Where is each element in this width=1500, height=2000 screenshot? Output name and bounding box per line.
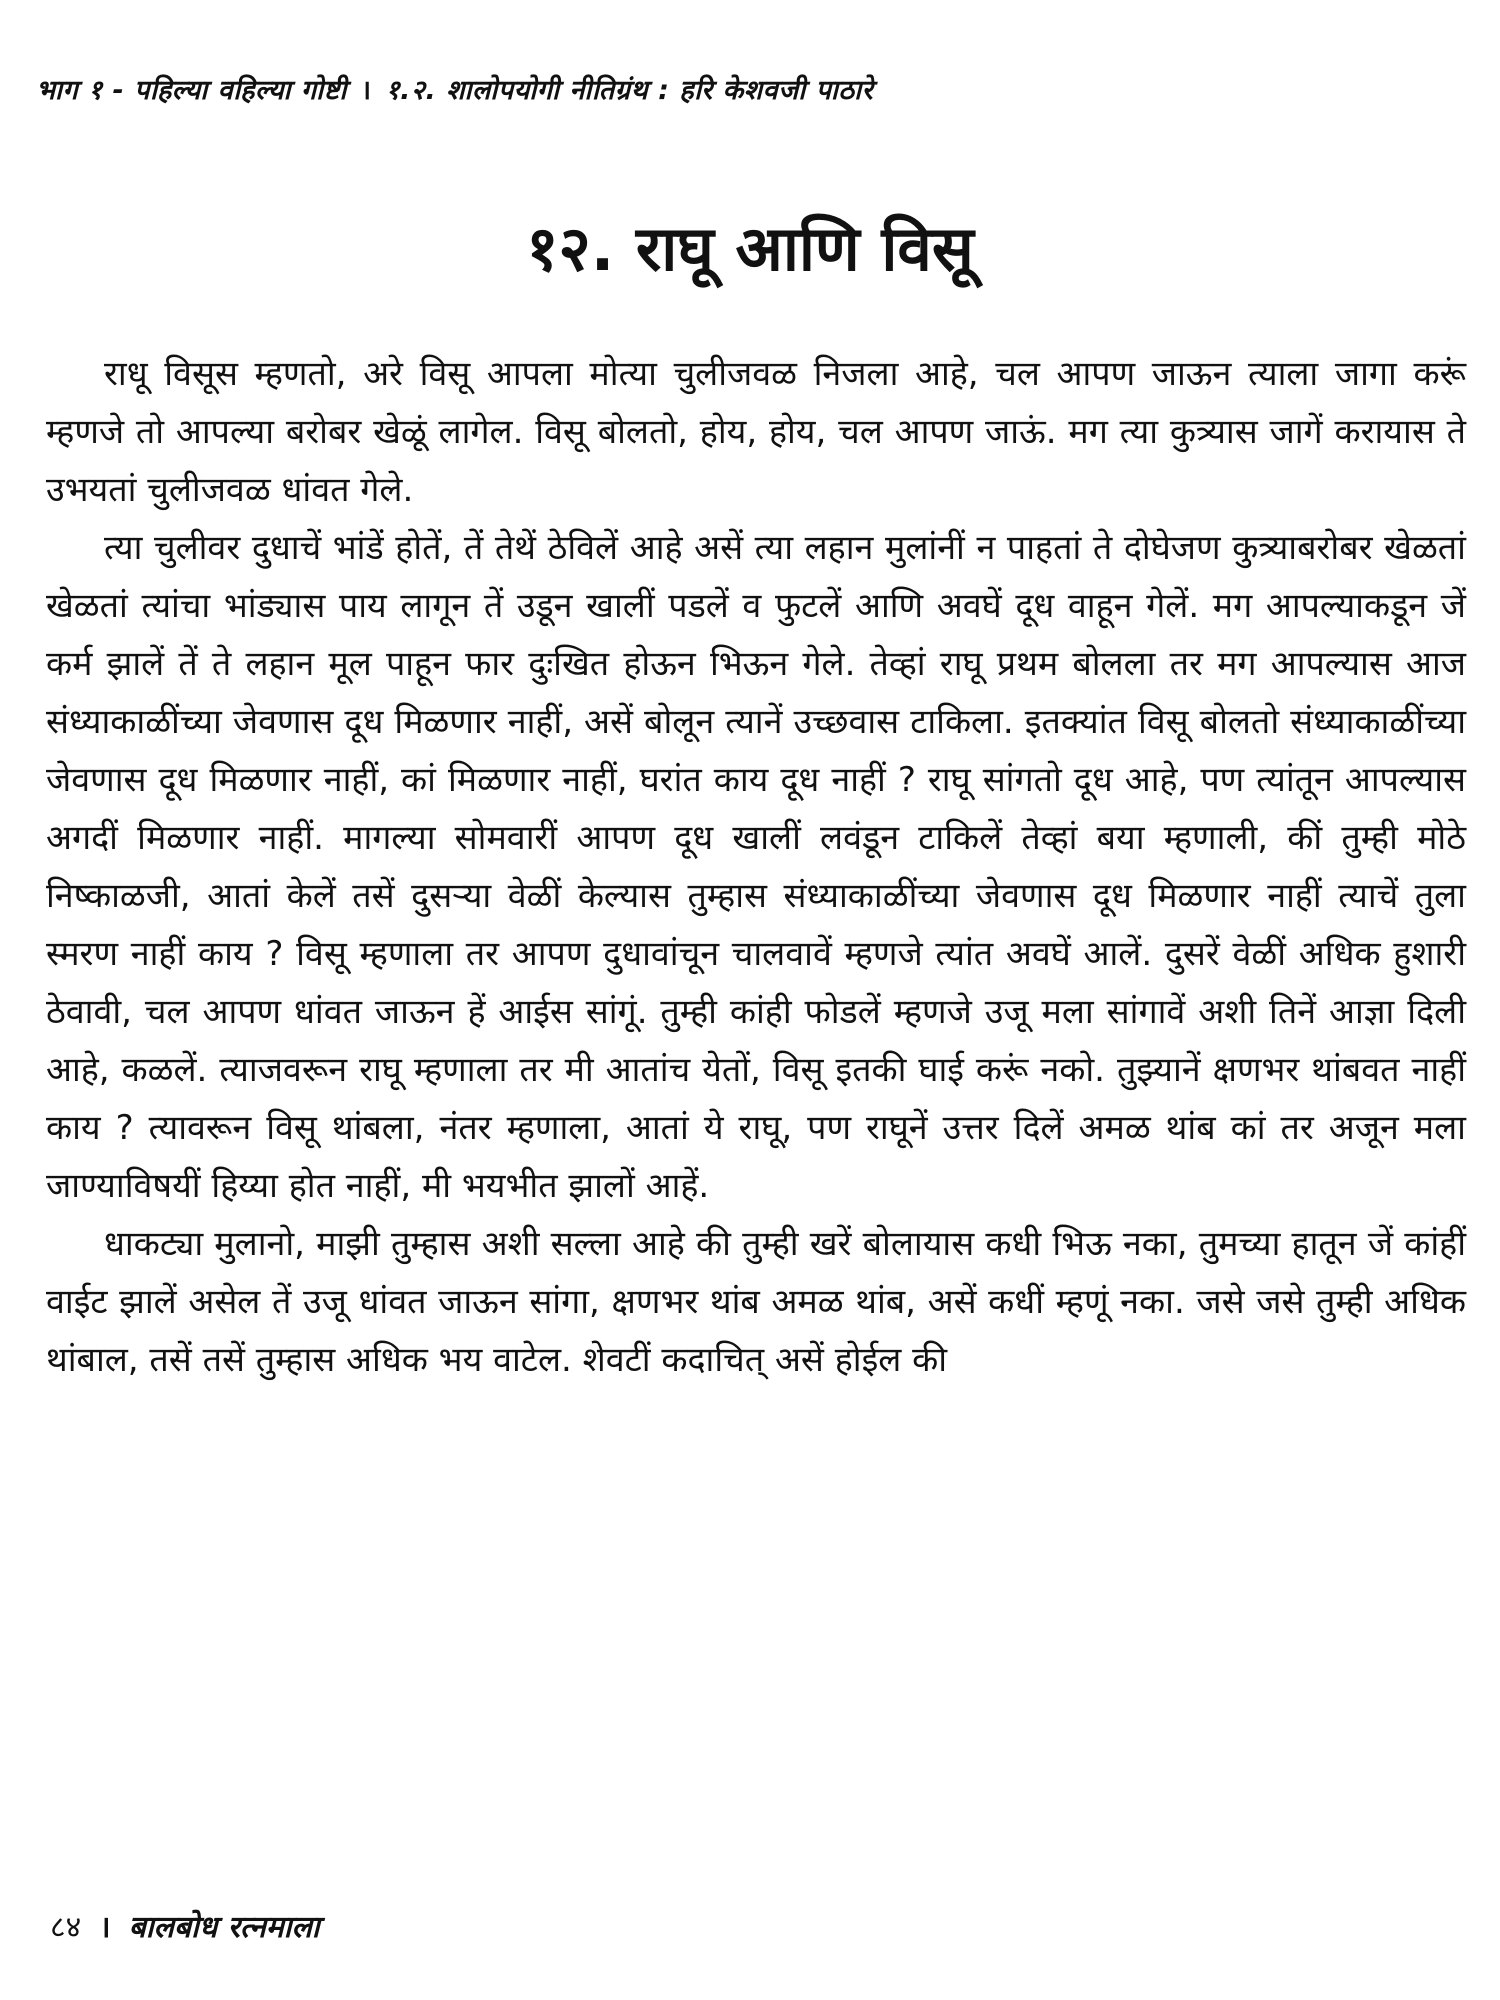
header-separator: । — [360, 75, 372, 106]
page-number: ८४ — [50, 1910, 82, 1945]
book-title: बालबोध रत्नमाला — [128, 1910, 320, 1945]
running-header — [36, 70, 1466, 107]
page-footer — [50, 1905, 320, 1946]
footer-separator: । — [99, 1910, 111, 1945]
paragraph-3: धाकट्या मुलानो, माझी तुम्हास अशी सल्ला आहे की तुम्ही खरें बोलायास कधी भिऊ नका, तुमच्या हातून जें कांहीं वाईट झालें असेल तें उजू धांवत जाऊन सांगा, क्षणभर थांब अमळ थांब, असें कधीं म्हणूं नका. जसे जसे तुम्ही अधिक थांबाल, तसें तसें तुम्हास अधिक भय वाटेल. शेवटीं कदाचित् असें होईल की — [46, 1224, 1466, 1380]
chapter-title: १२. राघू आणि विसू — [526, 212, 974, 285]
header-part: भाग १ - पहिल्या वहिल्या गोष्टी — [36, 75, 347, 106]
header-section: १.२. शालोपयोगी नीतिग्रंथ : हरि केशवजी पाठारे — [385, 75, 874, 106]
paragraph-2: त्या चुलीवर दुधाचें भांडें होतें, तें तेथें ठेविलें आहे असें त्या लहान मुलांनीं न पाहतां ते दोघेजण कुत्र्याबरोबर खेळतां खेळतां त्यांचा भांड्यास पाय लागून तें उडून खालीं पडलें व फुटलें आणि अवघें दूध वाहून गेलें. मग आपल्याकडून जें कर्म झालें तें ते लहान मूल पाहून फार दुःखित होऊन भिऊन गेले. तेव्हां राघू प्रथम बोलला तर मग आपल्यास आज संध्याकाळींच्या जेवणास दूध मिळणार नाहीं, असें बोलून त्यानें उच्छवास टाकिला. इतक्यांत विसू बोलतो संध्याकाळींच्या जेवणास दूध मिळणार नाहीं, कां मिळणार नाहीं, घरांत काय दूध नाहीं ? राघू सांगतो दूध आहे, पण त्यांतून आपल्यास अगदीं मिळणार नाहीं. मागल्या सोमवारीं आपण दूध खालीं लवंडून टाकिलें तेव्हां बया म्हणाली, कीं तुम्ही मोठे निष्काळजी, आतां केलें तसें दुसऱ्या वेळीं केल्यास तुम्हास संध्याकाळींच्या जेवणास दूध मिळणार नाहीं त्याचें तुला स्मरण नाहीं काय ? विसू म्हणाला तर आपण दुधावांचून चालवावें म्हणजे त्यांत अवघें आलें. दुसरें वेळीं अधिक हुशारी ठेवावी, चल आपण धांवत जाऊन हें आईस सांगूं. तुम्ही कांही फोडलें म्हणजे उजू मला सांगावें अशी तिनें आज्ञा दिली आहे, कळलें. त्याजवरून राघू म्हणाला तर मी आतांच येतों, विसू इतकी घाई करूं नको. तुझ्यानें क्षणभर थांबवत नाहीं काय ? त्यावरून विसू थांबला, नंतर म्हणाला, आतां ये राघू, पण राघूनें उत्तर दिलें अमळ थांब कां तर अजून मला जाण्याविषयीं हिय्या होत नाहीं, मी भयभीत झालों आहें. — [46, 528, 1466, 1206]
story-text — [46, 345, 1466, 1389]
paragraph-1: राधू विसूस म्हणतो, अरे विसू आपला मोत्या चुलीजवळ निजला आहे, चल आपण जाऊन त्याला जागा करूं म्हणजे तो आपल्या बरोबर खेळूं लागेल. विसू बोलतो, होय, होय, चल आपण जाऊं. मग त्या कुत्र्यास जागें करायास ते उभयतां चुलीजवळ धांवत गेले. — [46, 354, 1466, 510]
